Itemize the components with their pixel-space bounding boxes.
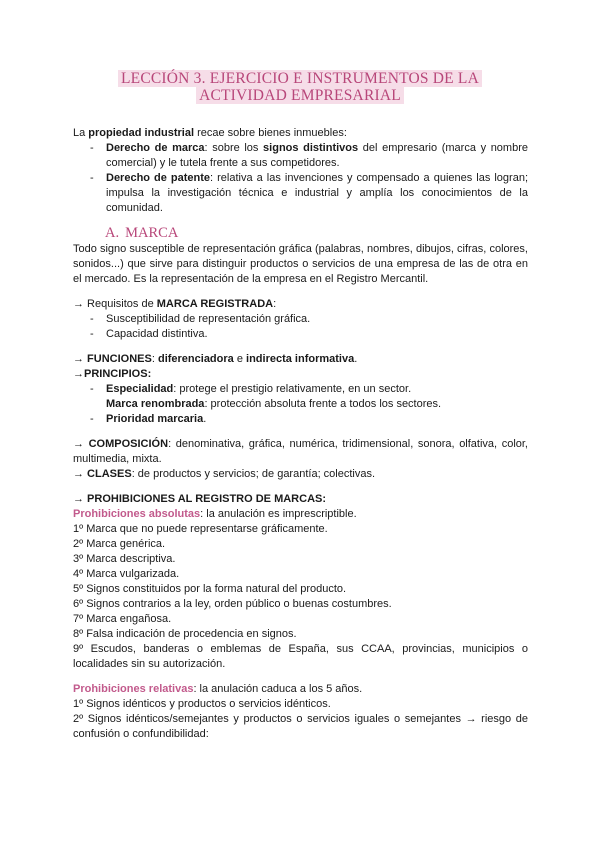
lesson-title <box>110 70 490 104</box>
requisitos-heading: → Requisitos de MARCA REGISTRADA: <box>73 298 277 310</box>
funciones-line: → FUNCIONES: diferenciadora e indirecta informativa. <box>73 353 358 365</box>
section-heading-marca: A. MARCA <box>105 225 179 241</box>
list-item: 9º Escudos, banderas o emblemas de España, sus CCAA, provincias, municipios o localidades sin su autorización. <box>73 643 528 670</box>
list-item: - Capacidad distintiva. <box>90 328 208 340</box>
document-body <box>73 126 528 742</box>
list-item: 8º Falsa indicación de procedencia en signos. <box>73 628 297 640</box>
list-item: 1º Signos idénticos y productos o servicios idénticos. <box>73 698 331 710</box>
list-item: 2º Marca genérica. <box>73 538 166 550</box>
intro-paragraph: La propiedad industrial recae sobre bienes inmuebles: <box>73 127 347 139</box>
title-line-2: ACTIVIDAD EMPRESARIAL <box>196 87 404 104</box>
marca-definition: Todo signo susceptible de representación gráfica (palabras, nombres, dibujos, cifras, colores, sonidos...) que sirve para distinguir productos o servicios de una empresa de las de otra en el mercado. Es la representación de la empresa en el Registro Mercantil. <box>73 243 528 285</box>
list-item-derecho-marca: - Derecho de marca: sobre los signos distintivos del empresario (marca y nombre comercial) y le tutela frente a sus competidores. <box>90 142 528 169</box>
marca-renombrada-line: Marca renombrada: protección absoluta frente a todos los sectores. <box>106 398 442 410</box>
list-item: 4º Marca vulgarizada. <box>73 568 180 580</box>
composicion-line: → COMPOSICIÓN: denominativa, gráfica, numérica, tridimensional, sonora, olfativa, color, multimedia, mixta. <box>73 438 528 465</box>
prohibiciones-absolutas-label: Prohibiciones absolutas: la anulación es imprescriptible. <box>73 508 357 520</box>
title-line-1: LECCIÓN 3. EJERCICIO E INSTRUMENTOS DE LA <box>118 70 482 87</box>
list-item: 1º Marca que no puede representarse gráficamente. <box>73 523 328 535</box>
prohibiciones-heading: → PROHIBICIONES AL REGISTRO DE MARCAS: <box>73 493 327 505</box>
list-item: 6º Signos contrarios a la ley, orden público o buenas costumbres. <box>73 598 392 610</box>
list-item: 3º Marca descriptiva. <box>73 553 176 565</box>
list-item: 5º Signos constituidos por la forma natural del producto. <box>73 583 347 595</box>
list-item-derecho-patente: - Derecho de patente: relativa a las invenciones y compensado a quienes las logran; impulsa la investigación técnica e industrial y amplía los conocimientos de la comunidad. <box>90 172 528 214</box>
list-item-prioridad: - Prioridad marcaria. <box>90 413 207 425</box>
clases-line: → CLASES: de productos y servicios; de garantía; colectivas. <box>73 468 376 480</box>
list-item: 7º Marca engañosa. <box>73 613 172 625</box>
list-item: 2º Signos idénticos/semejantes y productos o servicios iguales o semejantes → riesgo de confusión o confundibilidad: <box>73 713 528 740</box>
principios-heading: →PRINCIPIOS: <box>73 368 152 380</box>
list-item: - Susceptibilidad de representación gráfica. <box>90 313 311 325</box>
list-item-especialidad: - Especialidad: protege el prestigio relativamente, en un sector. <box>90 383 412 395</box>
prohibiciones-relativas-label: Prohibiciones relativas: la anulación caduca a los 5 años. <box>73 683 363 695</box>
